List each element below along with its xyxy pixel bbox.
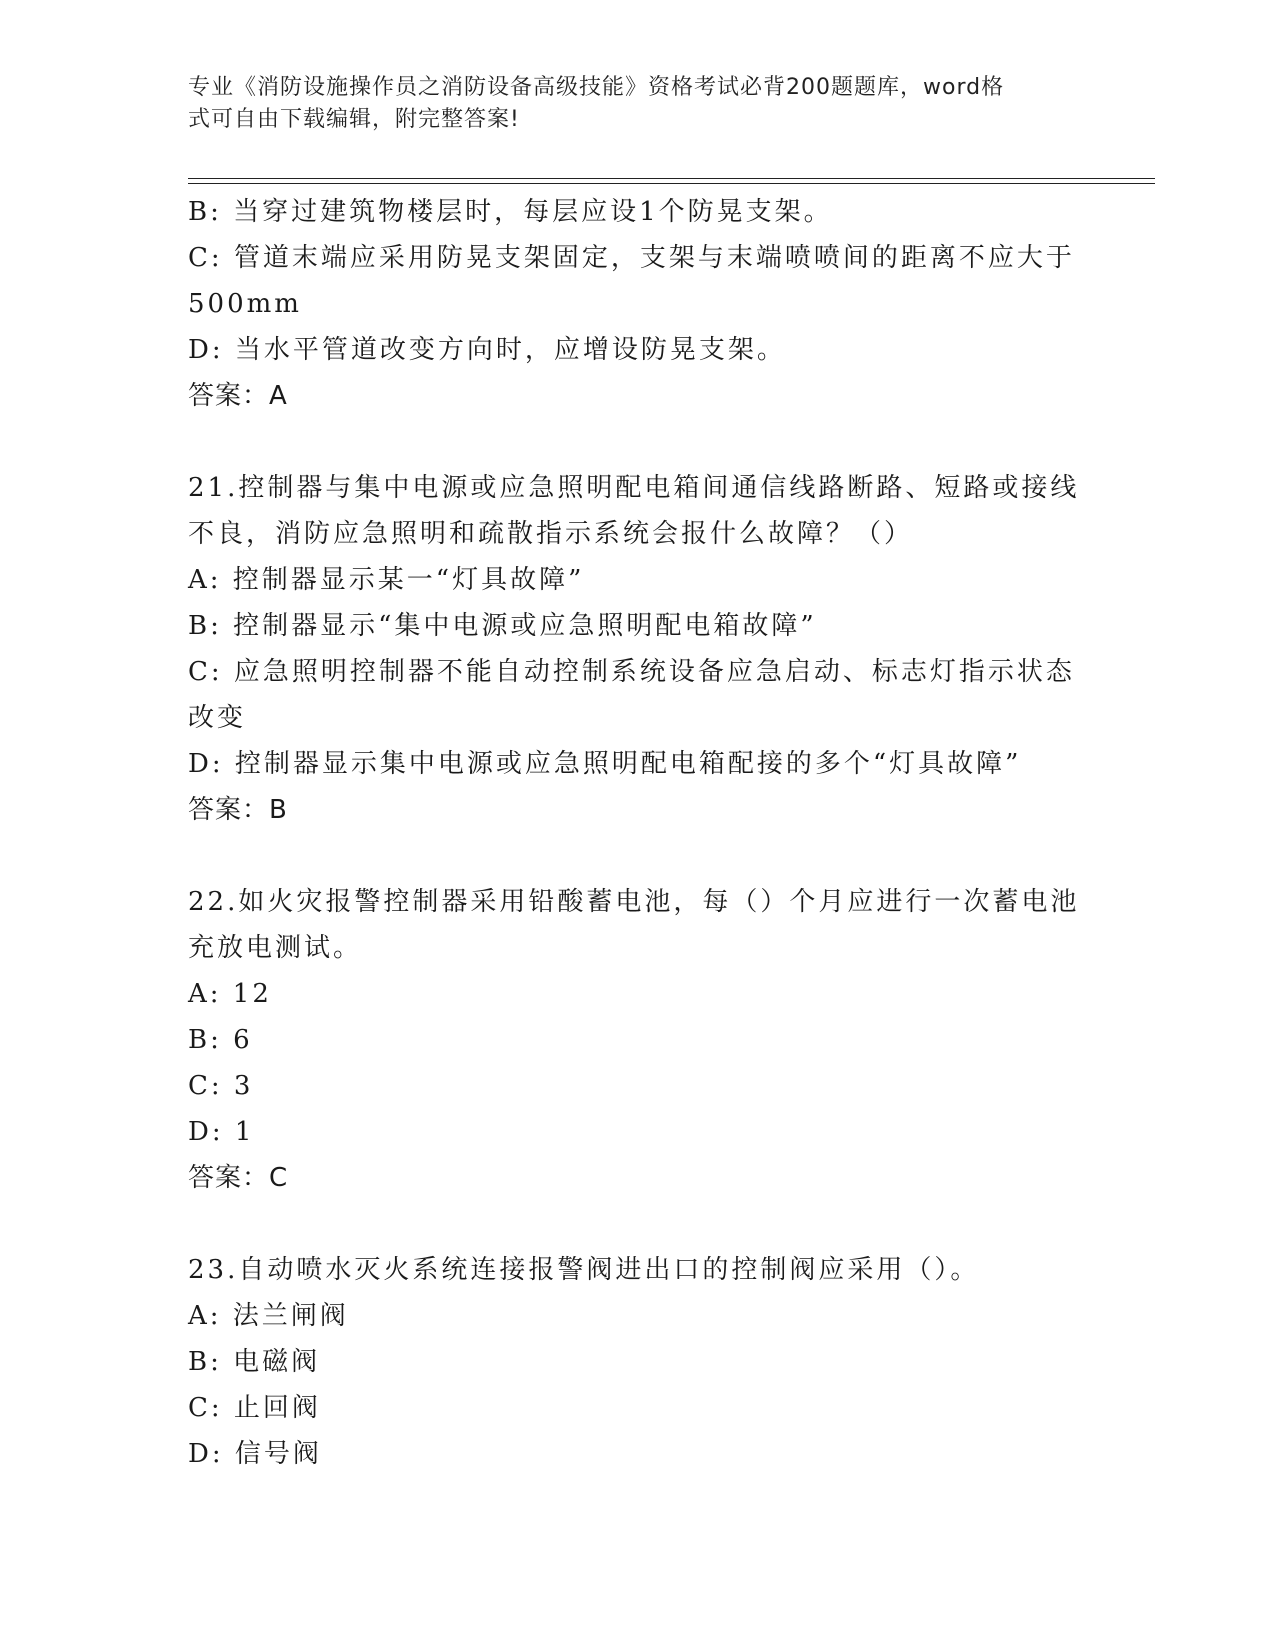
option-c: C: 3 <box>188 1071 254 1101</box>
question-text-continued: 不良，消防应急照明和疏散指示系统会报什么故障？（） <box>188 519 914 549</box>
question-list <box>188 189 1080 1477</box>
answer: 答案：C <box>188 1163 289 1193</box>
question-text: 23.自动喷水灭火系统连接报警阀进出口的控制阀应采用（）。 <box>188 1255 980 1285</box>
option-b: B: 电磁阀 <box>188 1347 321 1377</box>
question-23 <box>188 1247 1073 1477</box>
spacer <box>188 1201 1073 1247</box>
option-c: C: 管道末端应采用防晃支架固定，支架与末端喷喷间的距离不应大于 <box>188 243 1075 273</box>
option-b: B: 控制器显示“集中电源或应急照明配电箱故障” <box>188 611 817 641</box>
option-c: C: 止回阀 <box>188 1393 321 1423</box>
option-b: B: 6 <box>188 1025 253 1055</box>
option-a: A: 控制器显示某一“灯具故障” <box>188 565 585 595</box>
option-a: A: 12 <box>188 979 272 1009</box>
option-c-continued: 500mm <box>188 289 302 319</box>
question-20-tail <box>188 189 1073 419</box>
option-b: B: 当穿过建筑物楼层时，每层应设1个防晃支架。 <box>188 197 833 227</box>
question-text-continued: 充放电测试。 <box>188 933 363 963</box>
option-d: D: 信号阀 <box>188 1439 322 1469</box>
header-line-1: 专业《消防设施操作员之消防设备高级技能》资格考试必背200题题库，word格 <box>188 75 1005 100</box>
spacer <box>188 833 1073 879</box>
answer: 答案：A <box>188 381 288 411</box>
question-22 <box>188 879 1080 1201</box>
question-text: 21.控制器与集中电源或应急照明配电箱间通信线路断路、短路或接线 <box>188 473 1080 503</box>
spacer <box>188 419 1073 465</box>
question-text: 22.如火灾报警控制器采用铅酸蓄电池，每（）个月应进行一次蓄电池 <box>188 887 1080 917</box>
option-a: A: 法兰闸阀 <box>188 1301 349 1331</box>
question-21 <box>188 465 1080 833</box>
option-c: C: 应急照明控制器不能自动控制系统设备应急启动、标志灯指示状态 <box>188 657 1075 687</box>
option-c-continued: 改变 <box>188 703 247 733</box>
option-d: D: 1 <box>188 1117 255 1147</box>
option-d: D: 当水平管道改变方向时，应增设防晃支架。 <box>188 335 786 365</box>
header-line-2: 式可自由下载编辑，附完整答案! <box>188 107 520 132</box>
document-header <box>188 72 1068 136</box>
header-divider-bottom <box>188 183 1155 184</box>
header-divider-top <box>188 178 1155 179</box>
answer: 答案：B <box>188 795 288 825</box>
option-d: D: 控制器显示集中电源或应急照明配电箱配接的多个“灯具故障” <box>188 749 1022 779</box>
